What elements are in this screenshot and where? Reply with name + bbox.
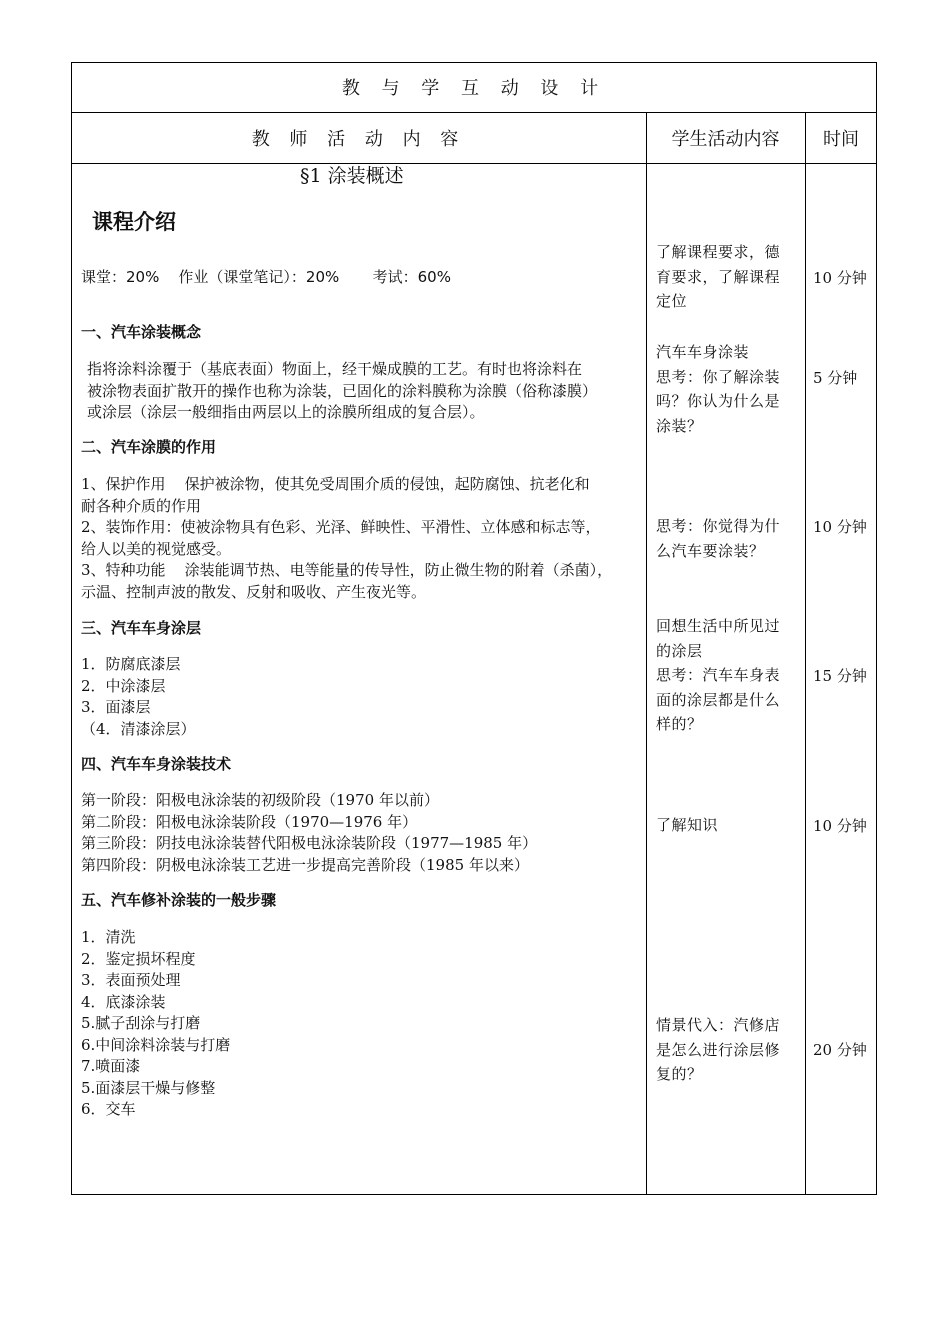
section-heading: 二、汽车涂膜的作用 (81, 438, 217, 456)
student-activity (656, 813, 718, 838)
text-line: 涂装？ (656, 416, 703, 435)
list-item: 第四阶段：阴极电泳涂装工艺进一步提高完善阶段（1985 年以来） (81, 855, 529, 874)
text-line: 的涂层 (656, 641, 703, 660)
list-item: 3．表面预处理 (81, 971, 181, 989)
text-line: 了解课程要求，德 (656, 243, 781, 261)
text-line: 汽车车身涂装 (656, 343, 750, 361)
list-item: 第三阶段：阴技电泳涂装替代阳极电泳涂装阶段（1977—1985 年） (81, 834, 538, 852)
section-heading: 三、汽车车身涂层 (81, 619, 202, 637)
text-line: 2、装饰作用：使被涂物具有色彩、光泽、鲜映性、平滑性、立体感和标志等， (81, 518, 601, 536)
course-intro-heading: 课程介绍 (92, 210, 176, 234)
section-heading: 四、汽车车身涂装技术 (81, 755, 232, 773)
text-line: 1、保护作用 保护被涂物，使其免受周围介质的侵蚀，起防腐蚀、抗老化和 (81, 475, 590, 493)
text-line: 么汽车要涂装？ (656, 541, 765, 560)
time-duration: 10 分钟 (813, 269, 867, 287)
section-body (81, 927, 230, 1121)
text-line: 是怎么进行涂层修 (656, 1040, 781, 1059)
table-title: 教 与 学 互 动 设 计 (341, 78, 607, 99)
section-heading: 一、汽车涂装概念 (81, 323, 202, 341)
text-line: 面的涂层都是什么 (656, 690, 781, 709)
time-duration: 15 分钟 (813, 667, 867, 685)
text-line: 思考：汽车车身表 (656, 666, 781, 684)
header-student-activity: 学生活动内容 (671, 128, 780, 150)
list-item: 7.喷面漆 (81, 1057, 141, 1075)
text-line: 3、特种功能 涂装能调节热、电等能量的传导性，防止微生物的附着（杀菌）， (81, 561, 613, 579)
list-item: 5.腻子刮涂与打磨 (81, 1014, 201, 1032)
text-line: 或涂层（涂层一般细指由两层以上的涂膜所组成的复合层）。 (87, 403, 485, 421)
student-activity (656, 340, 780, 438)
text-line: 思考：你觉得为什 (656, 517, 781, 535)
section-body (81, 654, 196, 740)
time-duration: 10 分钟 (813, 518, 867, 536)
list-item: 1．防腐底漆层 (81, 655, 181, 673)
text-line: 给人以美的视觉感受。 (81, 539, 232, 558)
grading-breakdown: 课堂：20% 作业（课堂笔记）：20% 考试：60% (81, 268, 451, 286)
time-duration: 5 分钟 (813, 369, 858, 387)
list-item: 4．底漆涂装 (81, 992, 166, 1011)
list-item: 第二阶段：阳极电泳涂装阶段（1970—1976 年） (81, 812, 418, 831)
table-divider (71, 163, 877, 164)
text-line: 耐各种介质的作用 (81, 496, 202, 515)
text-line: 被涂物表面扩散开的操作也称为涂装，已固化的涂料膜称为涂膜（俗称漆膜） (87, 381, 598, 400)
student-activity (656, 514, 780, 563)
text-line: 了解知识 (656, 816, 719, 834)
list-item: 1．清洗 (81, 928, 136, 946)
list-item: 6.中间涂料涂装与打磨 (81, 1035, 231, 1054)
list-item: 5.面漆层干燥与修整 (81, 1078, 216, 1097)
list-item: 2．中涂漆层 (81, 676, 166, 695)
text-line: 指将涂料涂覆于（基底表面）物面上，经干燥成膜的工艺。有时也将涂料在 (87, 360, 583, 378)
text-line: 定位 (656, 292, 688, 310)
text-line: 吗？你认为什么是 (656, 392, 781, 410)
text-line: 复的？ (656, 1065, 703, 1083)
section-title: §1 涂装概述 (300, 165, 404, 187)
column-divider (646, 112, 647, 1195)
text-line: 情景代入：汽修店 (656, 1016, 781, 1034)
text-line: 样的？ (656, 715, 703, 733)
header-teacher-activity: 教 师 活 动 内 容 (251, 128, 466, 150)
list-item: 3．面漆层 (81, 698, 151, 716)
student-activity (656, 614, 780, 737)
student-activity (656, 1013, 780, 1087)
student-activity (656, 240, 780, 314)
section-body (81, 474, 612, 603)
list-item: （4．清漆涂层） (81, 719, 196, 738)
text-line: 育要求，了解课程 (656, 267, 781, 286)
list-item: 6．交车 (81, 1100, 136, 1118)
list-item: 第一阶段：阳极电泳涂装的初级阶段（1970 年以前） (81, 791, 439, 809)
section-body (81, 790, 537, 876)
text-line: 示温、控制声波的散发、反射和吸收、产生夜光等。 (81, 582, 427, 601)
section-heading: 五、汽车修补涂装的一般步骤 (81, 891, 277, 909)
text-line: 回想生活中所见过 (656, 617, 781, 635)
section-body (87, 359, 597, 424)
time-duration: 10 分钟 (813, 817, 867, 835)
list-item: 2．鉴定损坏程度 (81, 949, 196, 968)
header-time: 时间 (823, 128, 859, 150)
column-divider (805, 112, 806, 1195)
time-duration: 20 分钟 (813, 1041, 867, 1059)
text-line: 思考：你了解涂装 (656, 367, 781, 386)
